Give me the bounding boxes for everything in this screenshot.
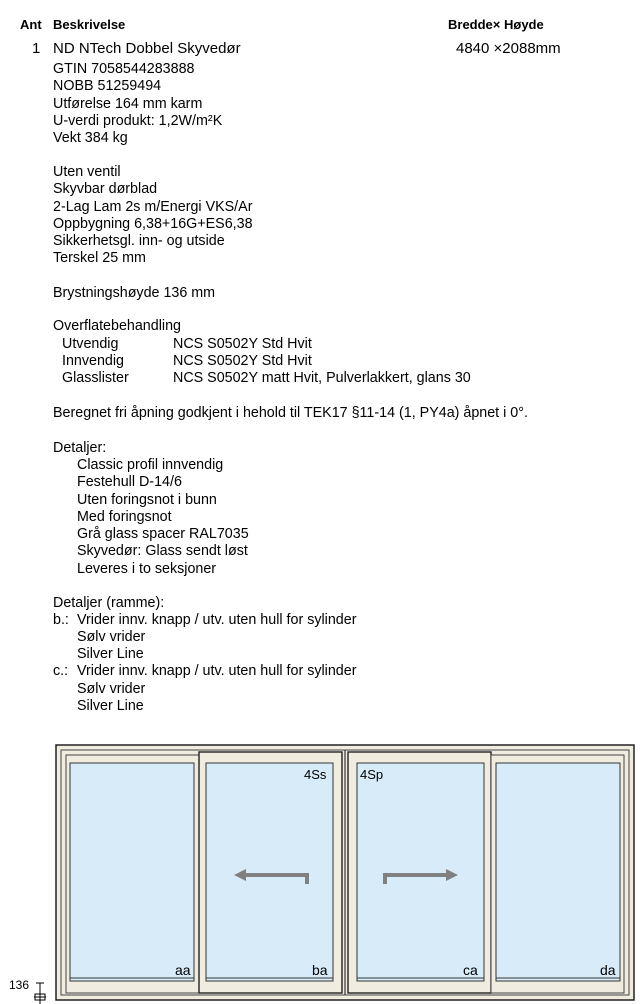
- frame-detail-b-text: Vrider innv. knapp / utv. uten hull for sylinder: [77, 612, 357, 628]
- surface-label: Innvendig: [62, 353, 125, 369]
- feature-line: 2-Lag Lam 2s m/Energi VKS/Ar: [53, 198, 253, 215]
- frame-detail-b-sub: Sølv vrider: [77, 629, 146, 645]
- column-header-description: Beskrivelse: [53, 17, 126, 32]
- detail-line: Leveres i to seksjoner: [77, 560, 217, 577]
- frame-detail-c-sub: Sølv vrider: [77, 681, 146, 697]
- surface-label: Utvendig: [62, 336, 119, 352]
- brystning-height: Brystningshøyde 136 mm: [53, 285, 216, 301]
- column-header-dimensions: Bredde× Høyde: [448, 17, 544, 32]
- detail-line: Skyvedør: Glass sendt løst: [77, 543, 248, 560]
- panel-label: aa: [175, 962, 191, 978]
- panel-tag: 4Ss: [304, 767, 327, 782]
- detail-line: Med foringsnot: [77, 508, 172, 525]
- panel-label: da: [600, 962, 616, 978]
- frame-details-title: Detaljer (ramme):: [53, 595, 165, 611]
- surface-title: Overflatebehandling: [53, 318, 181, 334]
- feature-line: Sikkerhetsgl. inn- og utside: [53, 233, 225, 250]
- spec-line: GTIN 7058544283888: [53, 61, 195, 77]
- panel-label: ba: [312, 962, 328, 978]
- panel-label: ca: [463, 962, 478, 978]
- surface-value: NCS S0502Y Std Hvit: [173, 336, 312, 352]
- opening-note: Beregnet fri åpning godkjent i hehold til TEK17 §11-14 (1, PY4a) åpnet i 0°.: [53, 405, 528, 421]
- frame-detail-b-sub: Silver Line: [77, 646, 144, 662]
- glass-pane: [206, 763, 333, 981]
- glass-pane: [70, 763, 194, 981]
- detail-line: Festehull D-14/6: [77, 474, 182, 491]
- surface-value: NCS S0502Y matt Hvit, Pulverlakkert, glans 30: [173, 370, 471, 386]
- details-title: Detaljer:: [53, 440, 107, 456]
- frame-detail-marker-b: b.:: [53, 612, 69, 628]
- feature-line: Terskel 25 mm: [53, 250, 146, 267]
- spec-line: Utførelse 164 mm karm: [53, 95, 203, 112]
- feature-line: Skyvbar dørblad: [53, 181, 158, 198]
- spec-line: NOBB 51259494: [53, 78, 162, 95]
- item-name: ND NTech Dobbel Skyvedør: [53, 40, 241, 57]
- spec-line: U-verdi produkt: 1,2W/m²K: [53, 112, 223, 129]
- feature-line: Oppbygning 6,38+16G+ES6,38: [53, 215, 253, 232]
- feature-line: Uten ventil: [53, 164, 121, 180]
- detail-line: Uten foringsnot i bunn: [77, 491, 217, 508]
- frame-detail-c-text: Vrider innv. knapp / utv. uten hull for sylinder: [77, 663, 357, 679]
- item-dimensions: 4840 ×2088mm: [456, 40, 561, 57]
- detail-line: Grå glass spacer RAL7035: [77, 526, 249, 543]
- panel-tag: 4Sp: [360, 767, 384, 782]
- surface-value: NCS S0502Y Std Hvit: [173, 353, 312, 369]
- frame-detail-c-sub: Silver Line: [77, 698, 144, 714]
- frame-detail-marker-c: c.:: [53, 663, 69, 679]
- surface-label: Glasslister: [62, 370, 129, 386]
- item-quantity: 1: [32, 40, 41, 57]
- glass-pane: [357, 763, 484, 981]
- column-header-ant: Ant: [20, 17, 42, 32]
- height-marker-icon: [34, 983, 46, 1004]
- detail-line: Classic profil innvendig: [77, 457, 224, 473]
- spec-line: Vekt 384 kg: [53, 130, 128, 147]
- height-marker-label: 136: [9, 978, 30, 992]
- glass-pane: [496, 763, 620, 981]
